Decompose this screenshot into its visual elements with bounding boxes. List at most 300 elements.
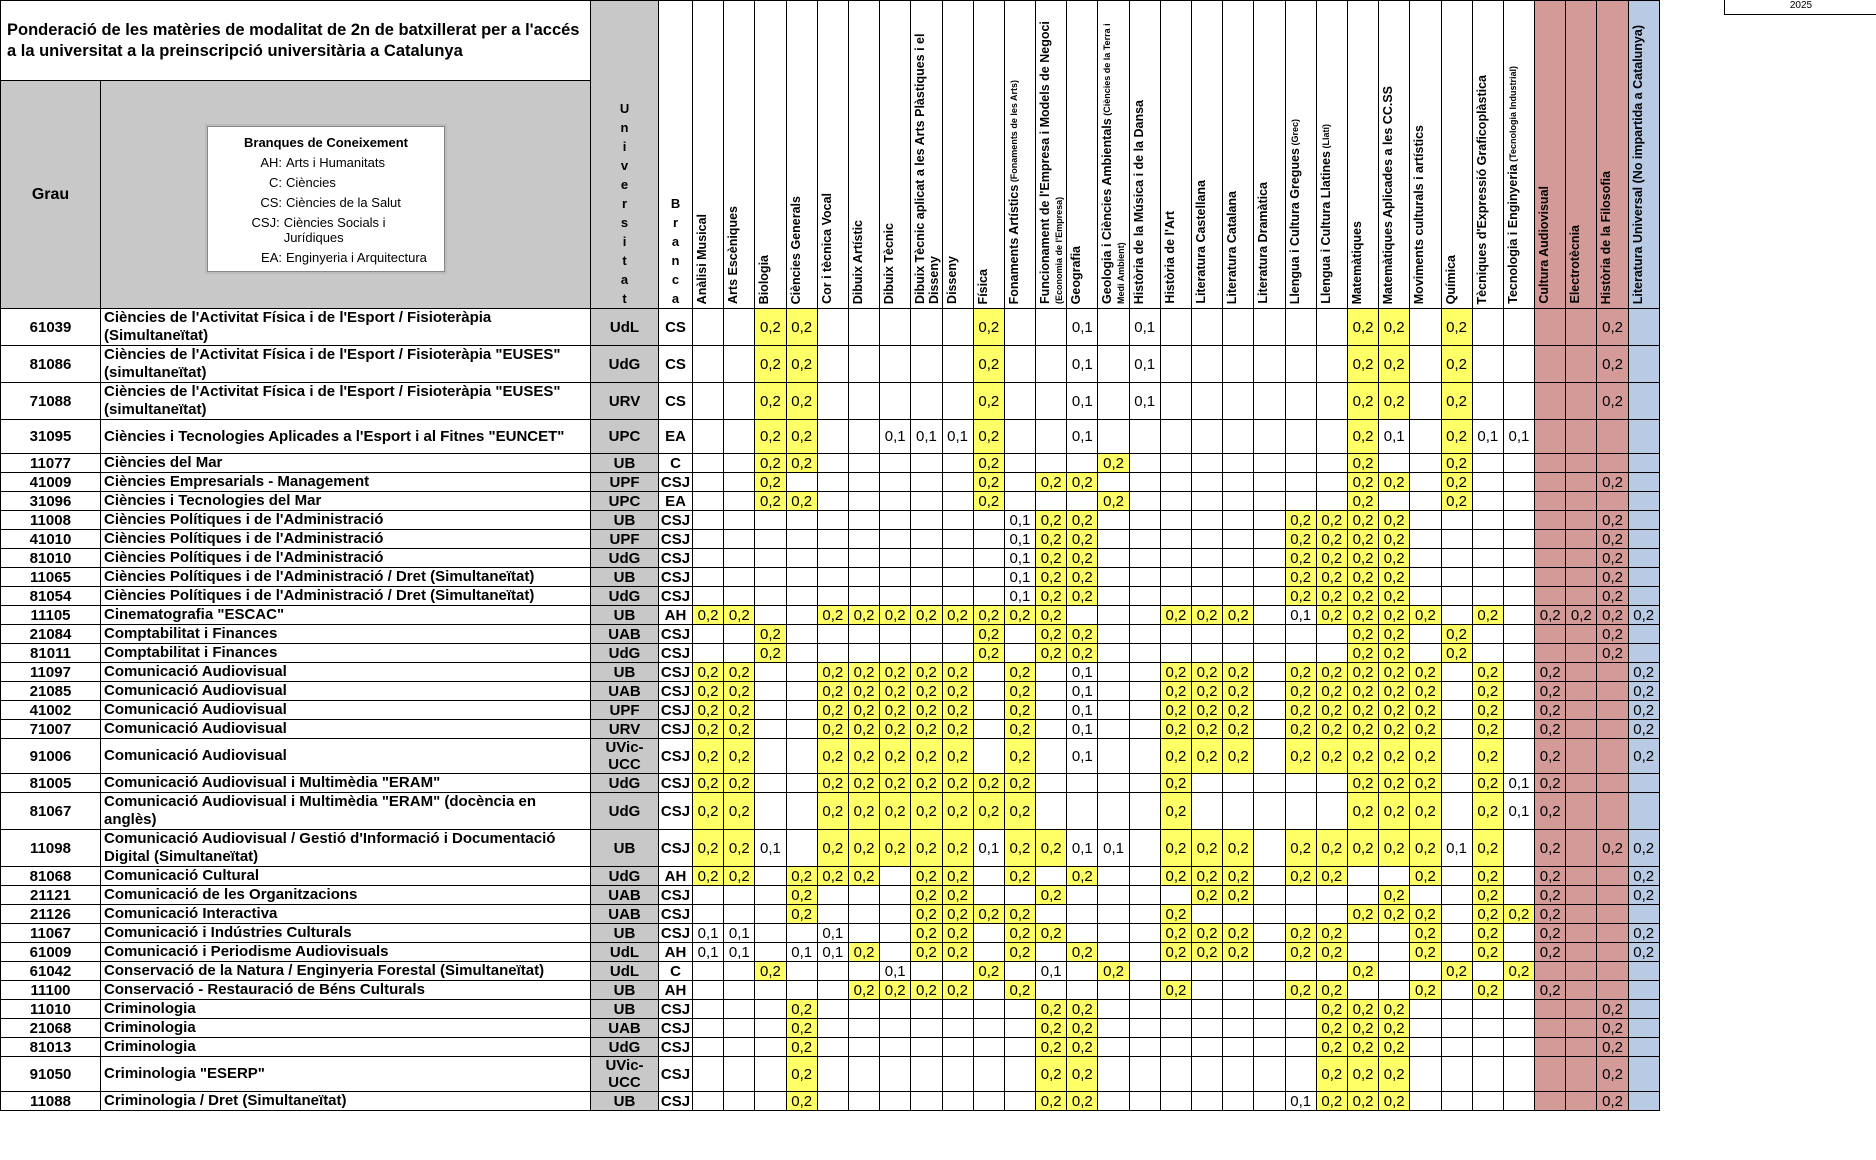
- weight-cell: [1535, 530, 1566, 549]
- weight-cell: 0,2: [973, 644, 1004, 663]
- weight-cell: 0,2: [755, 625, 786, 644]
- weight-cell: [1098, 1019, 1129, 1038]
- weight-cell: 0,2: [1160, 981, 1191, 1000]
- weight-cell: 0,2: [942, 774, 973, 793]
- weight-cell: 0,1: [724, 924, 755, 943]
- weight-cell: [817, 962, 848, 981]
- weight-cell: 0,2: [1472, 793, 1503, 830]
- weight-cell: 0,2: [1472, 924, 1503, 943]
- weight-cell: 0,1: [1129, 309, 1160, 346]
- weight-cell: 0,2: [1535, 682, 1566, 701]
- weight-cell: 0,1: [1067, 682, 1098, 701]
- weight-cell: [1503, 720, 1534, 739]
- weight-cell: [1379, 924, 1410, 943]
- weight-cell: [1503, 346, 1534, 383]
- weight-cell: [1160, 1019, 1191, 1038]
- subject-header: [817, 1, 848, 309]
- weight-cell: 0,2: [1285, 587, 1316, 606]
- weight-cell: [693, 568, 724, 587]
- weight-cell: [693, 1019, 724, 1038]
- weight-cell: [1004, 1092, 1035, 1111]
- weight-cell: [1098, 701, 1129, 720]
- weight-cell: [1347, 943, 1378, 962]
- weight-cell: [1160, 1038, 1191, 1057]
- weight-cell: 0,2: [1535, 606, 1566, 625]
- weight-cell: [755, 701, 786, 720]
- weight-cell: [911, 346, 942, 383]
- universitat-cell: UB: [591, 1092, 659, 1111]
- weight-cell: [1410, 644, 1441, 663]
- weight-cell: [1223, 346, 1254, 383]
- branca-cell: CSJ: [659, 1092, 693, 1111]
- weight-cell: [848, 625, 879, 644]
- weight-cell: [1223, 568, 1254, 587]
- weight-cell: 0,1: [911, 420, 942, 454]
- weight-cell: [1566, 625, 1597, 644]
- weight-cell: [1441, 1057, 1472, 1092]
- weight-cell: [880, 867, 911, 886]
- weight-cell: [1316, 492, 1347, 511]
- weight-cell: [1472, 1092, 1503, 1111]
- weight-cell: 0,2: [1316, 830, 1347, 867]
- weight-cell: 0,2: [1535, 739, 1566, 774]
- weight-cell: 0,2: [1347, 739, 1378, 774]
- weight-cell: [848, 549, 879, 568]
- weight-cell: [1535, 1038, 1566, 1057]
- legend-item: [208, 155, 444, 170]
- legend-title: Branques de Coneixement: [244, 135, 408, 150]
- weight-cell: [1129, 1019, 1160, 1038]
- weight-cell: [942, 1000, 973, 1019]
- weight-cell: 0,2: [786, 420, 817, 454]
- universitat-cell: UdL: [591, 943, 659, 962]
- weight-cell: 0,2: [693, 663, 724, 682]
- weight-cell: 0,2: [1316, 981, 1347, 1000]
- branca-cell: AH: [659, 943, 693, 962]
- branca-cell: CS: [659, 309, 693, 346]
- weight-cell: [880, 346, 911, 383]
- weight-cell: [786, 606, 817, 625]
- weight-cell: 0,2: [1192, 739, 1223, 774]
- weight-cell: 0,2: [1316, 739, 1347, 774]
- universitat-cell: UPC: [591, 420, 659, 454]
- branca-cell: CSJ: [659, 739, 693, 774]
- weight-cell: [973, 682, 1004, 701]
- subject-header: [755, 1, 786, 309]
- weight-cell: 0,2: [1410, 924, 1441, 943]
- branca-cell: C: [659, 962, 693, 981]
- weight-cell: 0,2: [693, 606, 724, 625]
- weight-cell: [786, 587, 817, 606]
- weight-cell: 0,2: [786, 867, 817, 886]
- weight-cell: [848, 568, 879, 587]
- weight-cell: [973, 867, 1004, 886]
- weight-cell: [1223, 1092, 1254, 1111]
- weight-cell: [942, 962, 973, 981]
- weight-cell: 0,1: [880, 420, 911, 454]
- branca-cell: CSJ: [659, 511, 693, 530]
- weight-cell: [1254, 962, 1285, 981]
- weight-cell: [911, 962, 942, 981]
- branca-cell: CS: [659, 383, 693, 420]
- weight-cell: [911, 1092, 942, 1111]
- weight-cell: [1254, 739, 1285, 774]
- weight-cell: 0,2: [1160, 793, 1191, 830]
- weight-cell: [973, 511, 1004, 530]
- weight-cell: [1316, 962, 1347, 981]
- weight-cell: [1004, 1000, 1035, 1019]
- weight-cell: 0,2: [1223, 739, 1254, 774]
- weight-cell: 0,2: [693, 793, 724, 830]
- weight-cell: [1160, 1057, 1191, 1092]
- branca-cell: CSJ: [659, 886, 693, 905]
- weight-cell: [1628, 1038, 1659, 1057]
- weight-cell: 0,2: [848, 981, 879, 1000]
- weight-cell: [1597, 981, 1628, 1000]
- weight-cell: [1036, 309, 1067, 346]
- weight-cell: [1192, 644, 1223, 663]
- weight-cell: 0,2: [1347, 454, 1378, 473]
- weight-cell: 0,2: [1347, 309, 1378, 346]
- weight-cell: 0,2: [1316, 867, 1347, 886]
- weight-cell: 0,2: [942, 905, 973, 924]
- weight-cell: 0,2: [1036, 587, 1067, 606]
- table-row: [1, 454, 1660, 473]
- weight-cell: [786, 568, 817, 587]
- subject-name: Biologia: [757, 254, 772, 304]
- branches-legend: [207, 126, 445, 272]
- weight-cell: [911, 1019, 942, 1038]
- weight-cell: [693, 1000, 724, 1019]
- weight-cell: 0,2: [1628, 739, 1659, 774]
- weight-cell: [1628, 774, 1659, 793]
- weight-cell: 0,2: [973, 454, 1004, 473]
- weight-cell: [1067, 886, 1098, 905]
- weight-cell: [1566, 454, 1597, 473]
- weight-cell: 0,2: [1160, 943, 1191, 962]
- grau-code: 11098: [1, 830, 101, 867]
- weight-cell: 0,2: [1347, 1057, 1378, 1092]
- weight-cell: 0,2: [1472, 886, 1503, 905]
- subject-name: Tecnologia i Enginyeria: [1505, 164, 1520, 304]
- branca-cell: CSJ: [659, 568, 693, 587]
- grau-name: Conservació - Restauració de Béns Culturals: [101, 981, 591, 1000]
- weight-cell: [1597, 420, 1628, 454]
- weight-cell: [1566, 492, 1597, 511]
- grau-code: 41010: [1, 530, 101, 549]
- weight-cell: [1098, 682, 1129, 701]
- weight-cell: 0,2: [973, 383, 1004, 420]
- weight-cell: [1535, 568, 1566, 587]
- weight-cell: [1441, 924, 1472, 943]
- weight-cell: [817, 454, 848, 473]
- weight-cell: [693, 511, 724, 530]
- weight-cell: 0,2: [1472, 663, 1503, 682]
- weight-cell: 0,2: [1472, 774, 1503, 793]
- grau-name: Comunicació Audiovisual: [101, 663, 591, 682]
- weight-cell: 0,2: [786, 886, 817, 905]
- branca-cell: CSJ: [659, 530, 693, 549]
- weight-cell: [755, 886, 786, 905]
- weight-cell: [786, 774, 817, 793]
- weight-cell: [1036, 346, 1067, 383]
- weight-cell: [1503, 886, 1534, 905]
- weight-cell: [1316, 420, 1347, 454]
- weight-cell: [1067, 981, 1098, 1000]
- weight-cell: [1566, 905, 1597, 924]
- weight-cell: 0,2: [1503, 962, 1534, 981]
- legend-key: EA:: [261, 250, 282, 265]
- weight-cell: 0,2: [1628, 943, 1659, 962]
- subject-name: Matemàtiques Aplicades a les CC.SS: [1381, 85, 1396, 304]
- weight-cell: [973, 1019, 1004, 1038]
- table-row: [1, 606, 1660, 625]
- weight-cell: [1628, 568, 1659, 587]
- weight-cell: [1067, 492, 1098, 511]
- table-row: [1, 830, 1660, 867]
- weight-cell: 0,2: [786, 309, 817, 346]
- weight-cell: [911, 511, 942, 530]
- weight-cell: 0,2: [755, 454, 786, 473]
- weight-cell: [1160, 454, 1191, 473]
- weight-cell: [1566, 867, 1597, 886]
- weight-cell: [942, 1057, 973, 1092]
- grau-code: 21126: [1, 905, 101, 924]
- weight-cell: [973, 1000, 1004, 1019]
- weight-cell: 0,2: [1597, 644, 1628, 663]
- weight-cell: 0,2: [1379, 644, 1410, 663]
- weight-cell: [1566, 701, 1597, 720]
- weight-cell: [848, 1000, 879, 1019]
- weight-cell: 0,2: [1067, 1057, 1098, 1092]
- weight-cell: [786, 511, 817, 530]
- weight-cell: [1129, 511, 1160, 530]
- weight-cell: [1566, 309, 1597, 346]
- weight-cell: [1597, 962, 1628, 981]
- weight-cell: 0,1: [755, 830, 786, 867]
- weight-cell: [1316, 886, 1347, 905]
- weight-cell: [1472, 309, 1503, 346]
- subject-header: [1004, 1, 1035, 309]
- weight-cell: [1067, 924, 1098, 943]
- weight-cell: [1160, 420, 1191, 454]
- weight-cell: 0,2: [1160, 739, 1191, 774]
- weight-cell: 0,2: [1597, 1019, 1628, 1038]
- grau-code: 41002: [1, 701, 101, 720]
- weight-cell: [1535, 346, 1566, 383]
- weight-cell: 0,2: [848, 739, 879, 774]
- weight-cell: 0,2: [942, 981, 973, 1000]
- weight-cell: [1192, 1000, 1223, 1019]
- weight-cell: 0,1: [1503, 774, 1534, 793]
- weight-cell: 0,2: [1347, 492, 1378, 511]
- subject-name: Dibuix Artístic: [850, 219, 865, 304]
- weight-cell: [1254, 830, 1285, 867]
- weight-cell: [848, 1038, 879, 1057]
- weight-cell: [1566, 1057, 1597, 1092]
- weight-cell: [973, 924, 1004, 943]
- weight-cell: [848, 905, 879, 924]
- weight-cell: 0,2: [1067, 943, 1098, 962]
- weight-cell: [1566, 549, 1597, 568]
- weight-cell: [1129, 587, 1160, 606]
- weight-cell: 0,2: [1004, 663, 1035, 682]
- weight-cell: [1628, 492, 1659, 511]
- weight-cell: [848, 511, 879, 530]
- subject-header: [1160, 1, 1191, 309]
- weight-cell: 0,2: [1347, 701, 1378, 720]
- weight-cell: [724, 981, 755, 1000]
- weight-cell: 0,2: [1472, 981, 1503, 1000]
- weight-cell: [1472, 1000, 1503, 1019]
- weight-cell: 0,2: [1192, 701, 1223, 720]
- weight-cell: [1441, 530, 1472, 549]
- weight-cell: [1597, 867, 1628, 886]
- weight-cell: 0,2: [1067, 625, 1098, 644]
- weight-cell: [1036, 383, 1067, 420]
- weight-cell: [1067, 606, 1098, 625]
- grau-code: 11010: [1, 1000, 101, 1019]
- weight-cell: [786, 644, 817, 663]
- weight-cell: 0,2: [1347, 682, 1378, 701]
- weight-cell: [1441, 867, 1472, 886]
- weight-cell: [942, 1038, 973, 1057]
- weight-cell: [1628, 511, 1659, 530]
- weight-cell: 0,2: [1285, 549, 1316, 568]
- weight-cell: [1441, 774, 1472, 793]
- universitat-cell: UAB: [591, 886, 659, 905]
- weight-cell: 0,2: [1535, 905, 1566, 924]
- weight-cell: 0,1: [1004, 587, 1035, 606]
- weight-cell: [1410, 1038, 1441, 1057]
- grau-name: Ciències i Tecnologies del Mar: [101, 492, 591, 511]
- weight-cell: [1192, 774, 1223, 793]
- weight-cell: [1535, 1092, 1566, 1111]
- weight-cell: 0,2: [1036, 1038, 1067, 1057]
- weight-cell: [1410, 549, 1441, 568]
- weight-cell: 0,2: [1285, 530, 1316, 549]
- universitat-cell: UB: [591, 981, 659, 1000]
- weight-cell: [1036, 905, 1067, 924]
- weight-cell: [1379, 962, 1410, 981]
- weight-cell: [1410, 568, 1441, 587]
- subject-name: Cultura Audiovisual: [1537, 186, 1552, 304]
- weight-cell: [1566, 568, 1597, 587]
- year-cell: 2025: [1724, 0, 1876, 15]
- weight-cell: [1098, 663, 1129, 682]
- weight-cell: [1036, 720, 1067, 739]
- weight-cell: 0,2: [1285, 981, 1316, 1000]
- weight-cell: 0,2: [880, 774, 911, 793]
- weight-cell: 0,2: [1472, 867, 1503, 886]
- weight-cell: [973, 943, 1004, 962]
- weight-cell: [848, 346, 879, 383]
- grau-name: Ciències i Tecnologies Aplicades a l'Esport i al Fitnes "EUNCET": [101, 420, 591, 454]
- weight-cell: [1535, 420, 1566, 454]
- weight-cell: [724, 1038, 755, 1057]
- weight-cell: 0,2: [1285, 663, 1316, 682]
- weight-cell: 0,2: [1379, 1000, 1410, 1019]
- weight-cell: 0,2: [1192, 720, 1223, 739]
- weight-cell: [1098, 511, 1129, 530]
- weight-cell: [693, 644, 724, 663]
- weight-cell: [1628, 383, 1659, 420]
- subject-header: [1441, 1, 1472, 309]
- grau-code: 81011: [1, 644, 101, 663]
- weight-cell: [1503, 981, 1534, 1000]
- weight-cell: [1036, 774, 1067, 793]
- grau-code: 81054: [1, 587, 101, 606]
- weight-cell: [1285, 793, 1316, 830]
- weight-cell: [1192, 383, 1223, 420]
- weight-cell: [1347, 867, 1378, 886]
- branca-cell: CSJ: [659, 905, 693, 924]
- weight-cell: 0,2: [1316, 530, 1347, 549]
- weight-cell: 0,2: [1597, 511, 1628, 530]
- weight-cell: [1503, 587, 1534, 606]
- weight-cell: [1628, 905, 1659, 924]
- weight-cell: [1503, 383, 1534, 420]
- grau-name: Ciències de l'Activitat Física i de l'Esport / Fisioteràpia "EUSES" (simultaneïtat): [101, 383, 591, 420]
- weight-cell: [880, 1057, 911, 1092]
- weight-cell: [1503, 830, 1534, 867]
- weight-cell: [1566, 1019, 1597, 1038]
- weight-cell: [786, 793, 817, 830]
- weight-cell: [1503, 549, 1534, 568]
- weight-cell: 0,2: [1347, 606, 1378, 625]
- weight-cell: [1628, 962, 1659, 981]
- universitat-cell: UAB: [591, 905, 659, 924]
- weight-cell: [848, 1019, 879, 1038]
- table-row: [1, 568, 1660, 587]
- weight-cell: 0,2: [1347, 420, 1378, 454]
- weight-cell: [755, 511, 786, 530]
- weight-cell: [817, 346, 848, 383]
- weight-cell: [1160, 962, 1191, 981]
- universitat-cell: UdG: [591, 1038, 659, 1057]
- weight-cell: 0,2: [1597, 606, 1628, 625]
- weight-cell: 0,1: [724, 943, 755, 962]
- weight-cell: 0,2: [1223, 924, 1254, 943]
- weight-cell: [1285, 383, 1316, 420]
- weight-cell: 0,1: [942, 420, 973, 454]
- weight-cell: 0,2: [1192, 867, 1223, 886]
- weight-cell: 0,2: [1379, 587, 1410, 606]
- weight-cell: [1192, 473, 1223, 492]
- weight-cell: 0,2: [911, 943, 942, 962]
- universitat-header: [591, 1, 659, 309]
- weight-cell: [1316, 346, 1347, 383]
- weight-cell: 0,2: [1285, 830, 1316, 867]
- universitat-cell: UB: [591, 924, 659, 943]
- weight-cell: [1192, 346, 1223, 383]
- weight-cell: 0,2: [1285, 682, 1316, 701]
- weight-cell: 0,2: [693, 739, 724, 774]
- weight-cell: [942, 568, 973, 587]
- subject-name: Disseny: [944, 256, 959, 304]
- weight-cell: 0,1: [1067, 346, 1098, 383]
- grau-code: 11105: [1, 606, 101, 625]
- weight-cell: [1441, 663, 1472, 682]
- weight-cell: 0,2: [1067, 549, 1098, 568]
- weight-cell: 0,2: [1347, 1038, 1378, 1057]
- weight-cell: 0,2: [1410, 830, 1441, 867]
- weight-cell: 0,2: [1223, 943, 1254, 962]
- grau-code: 61039: [1, 309, 101, 346]
- weight-cell: 0,2: [1285, 943, 1316, 962]
- weight-cell: 0,2: [1036, 830, 1067, 867]
- weight-cell: [1441, 701, 1472, 720]
